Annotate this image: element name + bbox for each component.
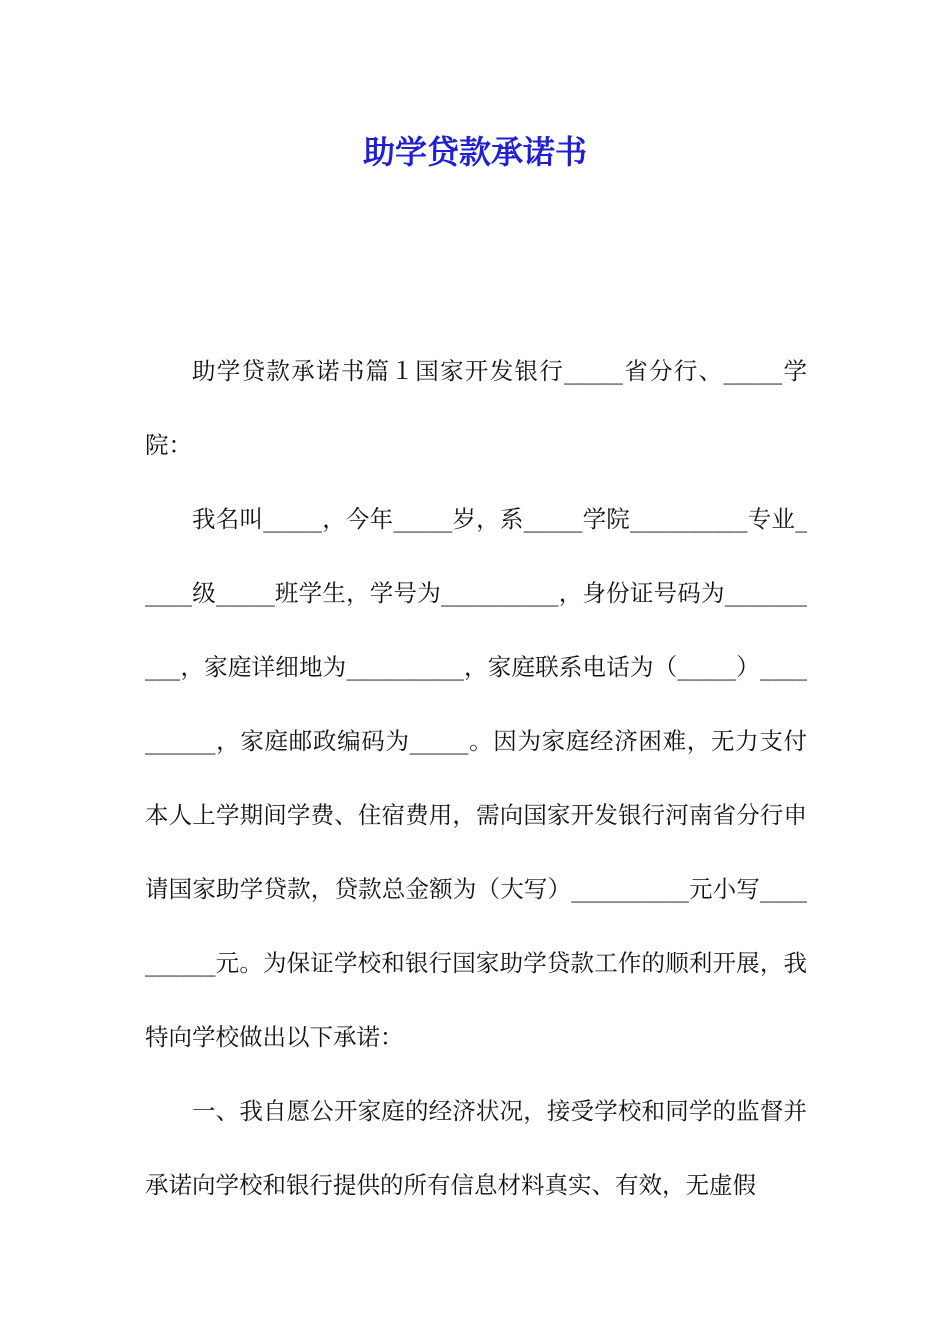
paragraph-heading-line: 助学贷款承诺书篇１国家开发银行_____省分行、_____学院： [145,357,807,459]
paragraph-applicant-info: 我名叫_____，今年_____岁，系_____学院__________专业_____级_____班学生，学号为__________，身份证号码为__________，家庭详细地为__________，家庭联系电话为（_____）__________，家庭邮政编码为_____。因为家庭经济困难，无力支付本人上学期间学费、住宿费用，需向国家开发银行河南省分行申请国家助学贷款，贷款总金额为（大写）__________元小写__________元。为保证学校和银行国家助学贷款工作的顺利开展，我特向学校做出以下承诺： [145,505,807,1051]
document-title: 助学贷款承诺书 [362,133,587,171]
paragraph-commitment-one: 一、我自愿公开家庭的经济状况，接受学校和同学的监督并承诺向学校和银行提供的所有信息材料真实、有效，无虚假 [145,1097,807,1199]
document-body [145,334,807,1222]
